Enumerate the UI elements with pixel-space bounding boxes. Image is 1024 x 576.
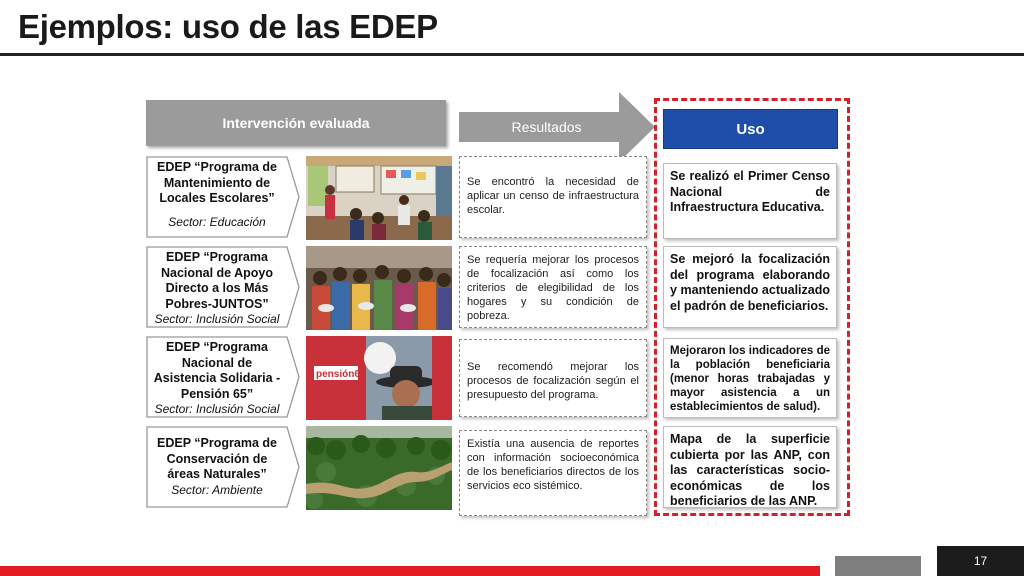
- header-results: [459, 92, 655, 162]
- header-results-label: Resultados: [511, 119, 582, 135]
- edep-sector: Sector: Inclusión Social: [154, 312, 280, 326]
- edep-card: [146, 156, 300, 238]
- edep-title: EDEP “Programa de Mantenimiento de Locales Escolares”: [157, 160, 277, 205]
- edep-title: EDEP “Programa Nacional de Asistencia Solidaria - Pensión 65”: [153, 340, 281, 401]
- edep-sector: Sector: Educación: [168, 214, 266, 229]
- edep-sector: Sector: Inclusión Social: [154, 402, 280, 416]
- header-intervention-label: Intervención evaluada: [222, 115, 370, 131]
- footer-red-bar: [0, 566, 820, 576]
- header-use: [663, 109, 838, 149]
- edep-card: [146, 246, 300, 328]
- use-box: Mejoraron los indicadores de la población beneficiaria (menor horas trabajadas y mayor asistencia a un establecimientos de salud).: [663, 338, 837, 418]
- use-box: Se mejoró la focalización del programa elaborando y manteniendo actualizado el padrón de beneficiarios.: [663, 246, 837, 328]
- title-divider: [0, 53, 1024, 56]
- use-box: Se realizó el Primer Censo Nacional de Infraestructura Educativa.: [663, 163, 837, 239]
- use-box: Mapa de la superficie cubierta por las ANP, con las características socio-económicas de los beneficiarios de las ANP.: [663, 426, 837, 508]
- footer-gray-bar: [835, 556, 921, 576]
- header-use-label: Uso: [736, 120, 765, 138]
- result-box: Existía una ausencia de reportes con información socioeconómica de los beneficiarios directos de los servicios eco sistémico.: [459, 430, 647, 516]
- elderly-man-photo: [306, 336, 452, 420]
- edep-title: EDEP “Programa Nacional de Apoyo Directo a los Más Pobres-JUNTOS”: [160, 250, 274, 311]
- rainforest-river-photo: [306, 426, 452, 510]
- result-box: Se recomendó mejorar los procesos de focalización según el presupuesto del programa.: [459, 339, 647, 417]
- classroom-photo: [306, 156, 452, 240]
- header-intervention: [146, 100, 446, 146]
- result-box: Se encontró la necesidad de aplicar un censo de infraestructura escolar.: [459, 156, 647, 238]
- edep-sector: Sector: Ambiente: [171, 482, 263, 497]
- edep-card: [146, 426, 300, 508]
- page-number: 17: [973, 554, 988, 568]
- pension65-banner-text: pensión65: [316, 369, 366, 380]
- page-number-box: [937, 546, 1024, 576]
- slide-title: Ejemplos: uso de las EDEP: [18, 8, 438, 45]
- result-box: Se requería mejorar los procesos de focalización así como los criterios de elegibilidad de los hogares y su condición de pobreza.: [459, 246, 647, 328]
- children-photo: [306, 246, 452, 330]
- edep-title: EDEP “Programa de Conservación de áreas Naturales”: [157, 436, 277, 481]
- edep-card: [146, 336, 300, 418]
